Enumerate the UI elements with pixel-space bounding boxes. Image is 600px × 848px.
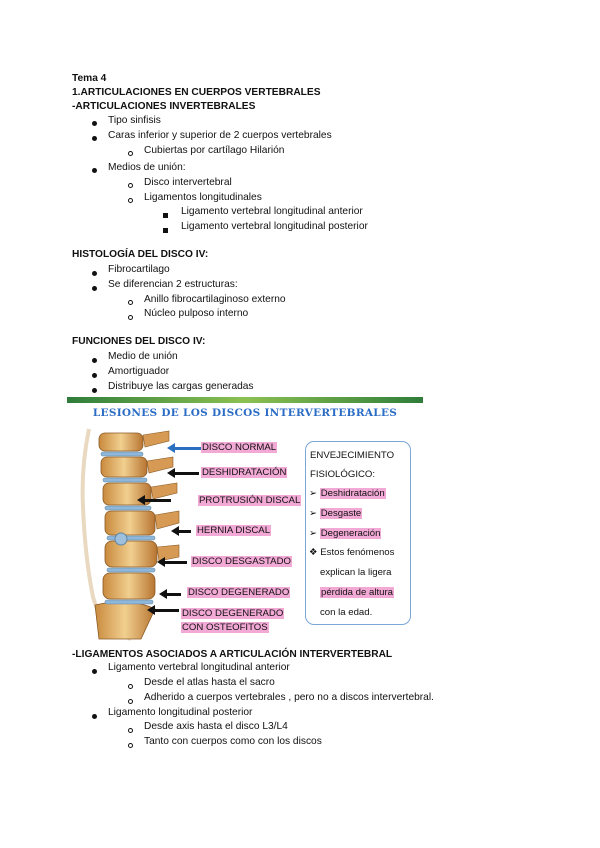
arrow	[179, 530, 191, 533]
box-note-2: explican la ligera	[320, 567, 392, 578]
disc-lesions-figure	[67, 397, 423, 643]
box-title-1: ENVEJECIMIENTO	[310, 450, 395, 461]
label-degenerado-osteofitos-1: DISCO DEGENERADO	[182, 608, 284, 619]
list-item: Distribuye las cargas generadas	[108, 381, 254, 392]
bullet-circle	[128, 146, 133, 160]
box-item: ➢ Desgaste	[309, 508, 362, 519]
arrow	[175, 472, 199, 475]
label-hernia: HERNIA DISCAL	[197, 525, 271, 536]
list-item: Tanto con cuerpos como con los discos	[144, 736, 322, 747]
histologia-heading: HISTOLOGÍA DEL DISCO IV:	[72, 249, 209, 260]
box-item: ➢ Degeneración	[309, 528, 381, 539]
arrow-bullet-icon: ➢	[309, 508, 320, 519]
arrow-head	[147, 605, 155, 615]
list-item: Núcleo pulposo interno	[144, 308, 249, 319]
box-note-1: ❖ Estos fenómenos	[309, 547, 395, 558]
list-item: Ligamentos longitudinales	[144, 192, 262, 203]
list-item: Fibrocartilago	[108, 264, 170, 275]
bullet-dot	[92, 266, 97, 280]
arrow-head	[159, 589, 167, 599]
list-item: Se diferencian 2 estructuras:	[108, 279, 238, 290]
arrow	[145, 499, 171, 502]
label-degenerado-osteofitos-2: CON OSTEOFITOS	[182, 622, 268, 633]
arrow-bullet-icon: ➢	[309, 528, 320, 539]
bullet-dot	[92, 281, 97, 295]
list-item: Medios de unión:	[108, 162, 186, 173]
figure-title: LESIONES DE LOS DISCOS INTERVERTEBRALES	[92, 407, 398, 419]
label-disco-normal: DISCO NORMAL	[202, 442, 277, 453]
list-item: Ligamento vertebral longitudinal anterior	[108, 662, 290, 673]
bullet-dot	[92, 383, 97, 397]
box-note-4: con la edad.	[320, 607, 373, 618]
arrow	[165, 561, 187, 564]
list-item: Disco intervertebral	[144, 177, 232, 188]
list-item: Ligamento vertebral longitudinal anterior	[181, 206, 363, 217]
bullet-dot	[92, 664, 97, 678]
list-item: Ligamento vertebral longitudinal posterior	[181, 221, 368, 232]
bullet-dot	[92, 368, 97, 382]
list-item: Ligamento longitudinal posterior	[108, 707, 253, 718]
tema-label: Tema 4	[72, 73, 107, 84]
arrow-head	[167, 443, 175, 453]
label-degenerado: DISCO DEGENERADO	[188, 587, 290, 598]
subtitle: -ARTICULACIONES INVERTEBRALES	[72, 101, 256, 112]
bullet-circle	[128, 723, 133, 737]
box-item: ➢ Deshidratación	[309, 488, 385, 499]
diamond-bullet-icon: ❖	[309, 547, 321, 558]
arrow-head	[171, 526, 179, 536]
list-item: Desde el atlas hasta el sacro	[144, 677, 275, 688]
bullet-dot	[92, 709, 97, 723]
list-item: Medio de unión	[108, 351, 178, 362]
main-title: 1.ARTICULACIONES EN CUERPOS VERTEBRALES	[72, 87, 321, 98]
bullet-circle	[128, 193, 133, 207]
list-item: Amortiguador	[108, 366, 170, 377]
bullet-circle	[128, 295, 133, 309]
list-item: Cubiertas por cartílago Hilarión	[144, 145, 285, 156]
bullet-dot	[92, 353, 97, 367]
bullet-dot	[92, 116, 97, 130]
bullet-circle	[128, 310, 133, 324]
bullet-square	[163, 208, 168, 222]
bullet-circle	[128, 178, 133, 192]
funciones-heading: FUNCIONES DEL DISCO IV:	[72, 336, 206, 347]
list-item: Caras inferior y superior de 2 cuerpos vertebrales	[108, 130, 332, 141]
label-deshidratacion: DESHIDRATACIÓN	[202, 467, 287, 478]
list-item: Desde axis hasta el disco L3/L4	[144, 721, 288, 732]
arrow-head	[157, 557, 165, 567]
list-item: Adherido a cuerpos vertebrales , pero no a discos intervertebral.	[144, 692, 434, 703]
bullet-circle	[128, 738, 133, 752]
label-protrusion: PROTRUSIÓN DISCAL	[199, 495, 301, 506]
bullet-square	[163, 223, 168, 237]
box-note-3: pérdida de altura	[321, 587, 394, 598]
box-title-2: FISIOLÓGICO:	[310, 469, 376, 480]
label-desgastado: DISCO DESGASTADO	[192, 556, 291, 567]
arrow-bullet-icon: ➢	[309, 488, 320, 499]
figure-top-bar	[67, 397, 423, 403]
arrow-head	[167, 468, 175, 478]
arrow	[167, 593, 181, 596]
bullet-circle	[128, 679, 133, 693]
bullet-dot	[92, 131, 97, 145]
aging-info-box	[305, 441, 411, 625]
ligamentos-heading: -LIGAMENTOS ASOCIADOS A ARTICULACIÓN INTERVERTEBRAL	[72, 649, 393, 660]
arrow-head	[137, 495, 145, 505]
arrow	[155, 609, 179, 612]
list-item: Anillo fibrocartilaginoso externo	[144, 294, 286, 305]
list-item: Tipo sinfisis	[108, 115, 161, 126]
bullet-dot	[92, 163, 97, 177]
